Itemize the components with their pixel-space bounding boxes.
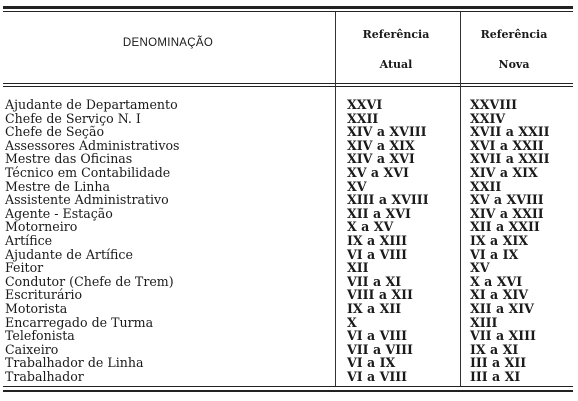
row-referencia-atual: VI a IX bbox=[347, 355, 396, 371]
table-row bbox=[0, 220, 578, 234]
row-referencia-nova: XIV a XIX bbox=[470, 164, 538, 180]
row-denominacao: Caixeiro bbox=[5, 341, 59, 357]
row-referencia-nova: III a XII bbox=[470, 355, 527, 371]
row-referencia-nova: III a XI bbox=[470, 368, 521, 384]
row-referencia-nova: VI a IX bbox=[470, 246, 519, 262]
row-denominacao: Chefe de Seção bbox=[5, 124, 105, 140]
bottom-rule bbox=[3, 386, 573, 387]
row-referencia-atual: XV a XVI bbox=[347, 164, 409, 180]
row-referencia-atual: XV bbox=[347, 178, 367, 194]
bottom-double-rule bbox=[3, 390, 573, 392]
table-row bbox=[0, 112, 578, 126]
table-row bbox=[0, 139, 578, 153]
row-referencia-nova: XXIV bbox=[470, 110, 506, 126]
row-referencia-nova: XVII a XXII bbox=[470, 151, 550, 167]
row-referencia-atual: XIV a XVI bbox=[347, 151, 415, 167]
row-referencia-atual: VI a VIII bbox=[347, 368, 408, 384]
table-row bbox=[0, 343, 578, 357]
row-referencia-atual: XXII bbox=[347, 110, 379, 126]
header-referencia-atual-line2: Atual bbox=[379, 58, 413, 71]
table-row bbox=[0, 207, 578, 221]
row-referencia-nova: XXVIII bbox=[470, 97, 517, 112]
row-denominacao: Motorneiro bbox=[5, 219, 78, 235]
row-referencia-atual: XIII a XVIII bbox=[347, 192, 429, 208]
row-referencia-atual: XXVI bbox=[347, 97, 383, 112]
table-row bbox=[0, 166, 578, 180]
row-denominacao: Trabalhador bbox=[5, 368, 84, 384]
row-referencia-nova: XVII a XXII bbox=[470, 124, 550, 140]
table-row bbox=[0, 261, 578, 275]
row-referencia-atual: VIII a XII bbox=[347, 287, 413, 303]
row-denominacao: Trabalhador de Linha bbox=[5, 355, 144, 371]
row-referencia-atual: VII a XI bbox=[347, 273, 402, 289]
row-referencia-atual: XIV a XIX bbox=[347, 137, 415, 153]
row-referencia-nova: XIV a XXII bbox=[470, 205, 544, 221]
header-referencia-atual bbox=[336, 28, 456, 71]
row-referencia-nova: XXII bbox=[470, 178, 502, 194]
table-row bbox=[0, 316, 578, 330]
row-denominacao: Assessores Administrativos bbox=[5, 137, 180, 153]
row-referencia-atual: XIV a XVIII bbox=[347, 124, 427, 140]
table-row bbox=[0, 180, 578, 194]
table-row bbox=[0, 356, 578, 370]
row-denominacao: Assistente Administrativo bbox=[5, 192, 169, 208]
table-row bbox=[0, 248, 578, 262]
row-referencia-nova: VII a XIII bbox=[470, 328, 536, 344]
row-referencia-atual: VI a VIII bbox=[347, 246, 408, 262]
row-referencia-nova: XV bbox=[470, 260, 490, 276]
table-row bbox=[0, 193, 578, 207]
top-double-rule bbox=[3, 6, 573, 9]
row-referencia-atual: XII bbox=[347, 260, 369, 276]
row-denominacao: Motorista bbox=[5, 300, 68, 316]
row-denominacao: Artífice bbox=[5, 232, 53, 248]
row-denominacao: Técnico em Contabilidade bbox=[5, 164, 171, 180]
row-referencia-nova: XIII bbox=[470, 314, 498, 330]
header-referencia-atual-line1: Referência bbox=[362, 28, 430, 41]
header-referencia-nova-line2: Nova bbox=[498, 58, 530, 71]
row-referencia-nova: XVI a XXII bbox=[470, 137, 544, 153]
table-row bbox=[0, 275, 578, 289]
row-denominacao: Ajudante de Departamento bbox=[5, 97, 178, 112]
row-denominacao: Escriturário bbox=[5, 287, 83, 303]
header-referencia-nova bbox=[454, 28, 574, 71]
table-row bbox=[0, 98, 578, 112]
header-referencia-nova-line1: Referência bbox=[480, 28, 548, 41]
row-denominacao: Feitor bbox=[5, 260, 44, 276]
row-referencia-atual: X a XV bbox=[347, 219, 394, 235]
row-denominacao: Agente - Estação bbox=[5, 205, 113, 221]
row-denominacao: Encarregado de Turma bbox=[5, 314, 154, 330]
row-referencia-atual: XII a XVI bbox=[347, 205, 411, 221]
header-bottom-rule-2 bbox=[3, 86, 573, 87]
row-denominacao: Ajudante de Artífice bbox=[5, 246, 133, 262]
table-row bbox=[0, 329, 578, 343]
row-referencia-atual: VI a VIII bbox=[347, 328, 408, 344]
row-referencia-atual: IX a XIII bbox=[347, 232, 408, 248]
row-referencia-nova: XII a XXII bbox=[470, 219, 540, 235]
row-denominacao: Chefe de Serviço N. I bbox=[5, 110, 141, 126]
table-row bbox=[0, 152, 578, 166]
table-row bbox=[0, 288, 578, 302]
row-denominacao: Telefonista bbox=[5, 328, 75, 344]
row-denominacao: Condutor (Chefe de Trem) bbox=[5, 273, 174, 289]
row-denominacao: Mestre das Oficinas bbox=[5, 151, 133, 167]
table-row bbox=[0, 370, 578, 384]
row-referencia-atual: VII a VIII bbox=[347, 341, 413, 357]
table-row bbox=[0, 125, 578, 139]
table-row bbox=[0, 234, 578, 248]
row-referencia-nova: X a XVI bbox=[470, 273, 523, 289]
row-referencia-nova: XII a XIV bbox=[470, 300, 534, 316]
top-thin-rule bbox=[3, 11, 573, 12]
table-row bbox=[0, 302, 578, 316]
row-referencia-nova: XV a XVIII bbox=[470, 192, 544, 208]
header-bottom-rule bbox=[3, 83, 573, 84]
row-referencia-nova: IX a XIX bbox=[470, 232, 529, 248]
row-denominacao: Mestre de Linha bbox=[5, 178, 110, 194]
row-referencia-atual: X bbox=[347, 314, 357, 330]
header-denominacao: DENOMINAÇÃO bbox=[122, 37, 214, 49]
row-referencia-nova: XI a XIV bbox=[470, 287, 529, 303]
row-referencia-nova: IX a XI bbox=[470, 341, 519, 357]
table-body bbox=[0, 98, 578, 383]
row-referencia-atual: IX a XII bbox=[347, 300, 402, 316]
